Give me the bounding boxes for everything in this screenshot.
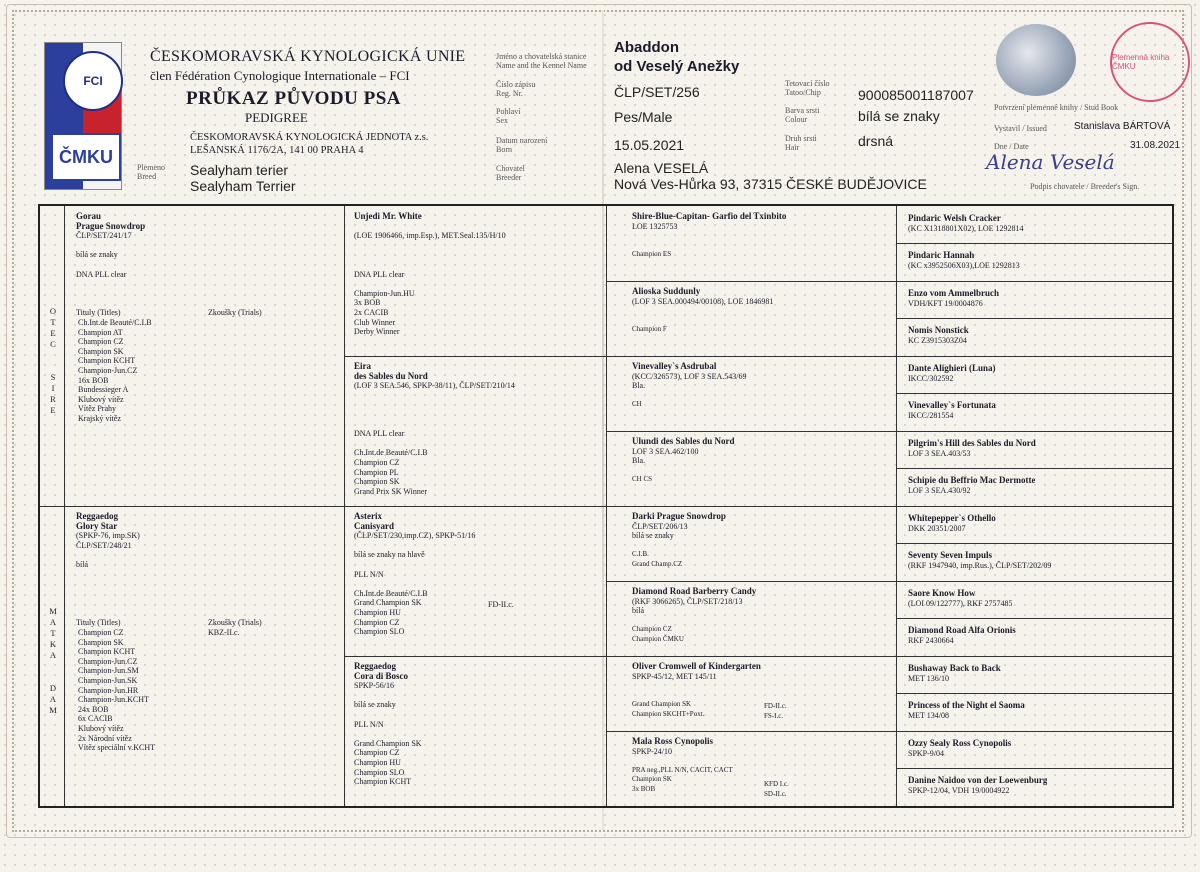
gen4-cell: Pilgrim's Hill des Sables du Nord LOF 3 SEA.403/53	[908, 439, 1036, 458]
sire-titles: Ch.Int.de Beauté/C.I.B Champion AT Champion CZ Champion SK Champion KCHT Champion-Jun.CZ 16x BOB Bundessieger A Klubový vítěz Vítěz Prahy Krajský vítěz	[78, 318, 152, 423]
kennel-name: od Veselý Anežky	[614, 58, 740, 75]
studbook-stamp: Plemenná kniha ČMKU	[1110, 22, 1190, 102]
club-address: LEŠANSKÁ 1176/2A, 141 00 PRAHA 4	[190, 145, 364, 156]
gen3-cell: Oliver Cromwell of Kindergarten SPKP-45/12, MET 145/11 Grand Champion SK Champion SKCHT+Poxt.	[632, 662, 761, 718]
gen4-cell: Whitepepper`s Othello DKK 20351/2007	[908, 514, 996, 533]
born-value: 15.05.2021	[614, 137, 685, 153]
gen3-cell: Darki Prague Snowdrop ČLP/SET/206/13 bílá se znaky C.I.B. Grand Champ.CZ	[632, 512, 726, 568]
colour-label: Barva srsti Colour	[785, 106, 820, 124]
gen3-cell: Vinevalley`s Asdrubal (KCC/326573), LOF 3 SEA.543/69 Bla. CH	[632, 362, 747, 409]
document-subtitle: PEDIGREE	[245, 110, 308, 125]
sex-value: Pes/Male	[614, 109, 673, 125]
gen3-cell: Alioska Suddunly (LOF 3 SEA.000494/00108), LOE 1846981 Champion F	[632, 287, 774, 334]
dog-name: Abaddon	[614, 39, 679, 56]
gen3-cell: Mala Ross Cynopolis SPKP-24/10 PRA neg.,PLL N/N, CACIT, CACT Champion SK 3x BOB	[632, 737, 733, 793]
name-label: Jméno a chovatelská stanice Name and the Kennel Name	[496, 52, 587, 70]
hair-label: Druh srsti Hair	[785, 134, 817, 152]
issue-date: 31.08.2021	[1130, 140, 1181, 151]
tattoo-label: Tetovací číslo Tatoo/Chip	[785, 79, 830, 97]
gen3-trials: KFD I.c. SD-II.c.	[764, 780, 789, 798]
gen4-cell: Vinevalley`s Fortunata IKCC/281554	[908, 401, 996, 420]
born-label: Datum narození Born	[496, 136, 548, 154]
gen2-trials: FD-II.c.	[488, 600, 514, 609]
studbook-label: Potvrzení plemenné knihy / Stud Book	[994, 103, 1119, 112]
gen3-cell: Shire-Blue-Capitan- Garfio del Txinbito LOE 1325753 Champion ES	[632, 212, 787, 259]
dam-titles-label: Tituly (Titles)	[76, 618, 121, 627]
sire-titles-label: Tituly (Titles)	[76, 308, 121, 317]
breed-en: Sealyham Terrier	[190, 178, 296, 194]
reg-number: ČLP/SET/256	[614, 84, 700, 100]
dam-trials-label: Zkoušky (Trials)	[208, 618, 262, 627]
gen4-cell: Pindaric Welsh Cracker (KC X1318801X02), LOE 1292814	[908, 214, 1024, 233]
gen3-cell: Ulundi des Sables du Nord LOF 3 SEA.462/100 Bla. CH CS	[632, 437, 735, 484]
hologram-icon	[996, 24, 1076, 96]
issued-by: Stanislava BÁRTOVÁ	[1074, 121, 1171, 132]
hair-value: drsná	[858, 133, 894, 149]
gen4-cell: Enzo vom Ammelbruch VDH/KFT 19/0004876	[908, 289, 999, 308]
sire-trials-label: Zkoušky (Trials)	[208, 308, 262, 317]
sire-cell: Gorau Prague Snowdrop ČLP/SET/241/17 bílá se znaky DNA PLL clear	[76, 212, 146, 279]
org-name: ČESKOMORAVSKÁ KYNOLOGICKÁ UNIE	[150, 48, 466, 65]
breeder-name: Alena VESELÁ	[614, 160, 709, 176]
dam-side-label: M A T K A D A M	[49, 606, 57, 715]
gen4-cell: Danine Naidoo von der Loewenburg SPKP-12/04, VDH 19/0004922	[908, 776, 1048, 795]
club-name: ČESKOMORAVSKÁ KYNOLOGICKÁ JEDNOTA z.s.	[190, 132, 429, 143]
gen4-cell: Pindaric Hannah (KC x3952506X03),LOE 1292813	[908, 251, 1020, 270]
gen4-cell: Princess of the Night el Saoma MET 134/08	[908, 701, 1025, 720]
reg-label: Číslo zápisu Reg. Nr.	[496, 80, 536, 98]
date-label: Dne / Date	[994, 142, 1029, 151]
org-membership: člen Fédération Cynologique Internationale – FCI	[150, 68, 410, 83]
issued-label: Vystavil / Issued	[994, 124, 1047, 133]
dam-titles: Champion CZ Champion SK Champion KCHT Champion-Jun.CZ Champion-Jun.SM Champion-Jun.SK Champion-Jun.HR Champion-Jun.KCHT 24x BOB 6x CACIB Klubový vítěz 2x Národní vítěz Vítěz speciální v.KCHT	[78, 628, 156, 753]
gen4-cell: Diamond Road Alfa Orionis RKF 2430664	[908, 626, 1016, 645]
breeder-address: Nová Ves-Hůrka 93, 37315 ČESKÉ BUDĚJOVICE	[614, 176, 927, 192]
gen3-trials: FD-II.c. FS-I.c.	[764, 702, 787, 720]
gen4-cell: Ozzy Sealy Ross Cynopolis SPKP-9/04	[908, 739, 1012, 758]
chip-value: 900085001187007	[858, 87, 974, 103]
gen2-cell: Unjedi Mr. White (LOE 1906466, imp.Esp.), MET.Seal.135/H/10 DNA PLL clear Champion-Jun.HU 3x BOB 2x CACIB Club Winner Derby Winner	[354, 212, 506, 337]
gen4-cell: Saore Know How (LOI 09/122777), RKF 2757485	[908, 589, 1013, 608]
dam-trials: KBZ-II.c.	[208, 628, 240, 637]
sex-label: Pohlaví Sex	[496, 107, 521, 125]
gen4-cell: Dante Alighieri (Luna) IKCC/302592	[908, 364, 996, 383]
gen2-cell: Reggaedog Cora di Bosco SPKP-56/16 bílá se znaky PLL N/N Grand Champion SK Champion CZ Champion HU Champion SLO Champion KCHT	[354, 662, 422, 787]
breeder-label: Chovatel Breeder	[496, 164, 525, 182]
gen2-cell: Eira des Sables du Nord (LOF 3 SEA.546, SPKP-38/11), ČLP/SET/210/14 DNA PLL clear Ch.Int.de Beauté/C.I.B Champion CZ Champion PL Champion SK Grand Prix SK Winner	[354, 362, 515, 496]
gen2-cell: Asterix Canisyard (ČLP/SET/230,imp.CZ), SPKP-51/16 bílá se znaky na hlavě PLL N/N Ch.Int.de Beauté/C.I.B Grand Champion SK Champion HU Champion CZ Champion SLO	[354, 512, 476, 637]
breeder-sign-label: Podpis chovatele / Breeder's Sign.	[1030, 182, 1140, 191]
fci-cmku-logo	[44, 42, 122, 190]
breed-cz: Sealyham terier	[190, 162, 289, 178]
breeder-signature: Alena Veselá	[986, 150, 1115, 174]
colour-value: bílá se znaky	[858, 108, 940, 124]
dam-cell: Reggaedog Glory Star (SPKP-76, imp.SK) ČLP/SET/248/21 bílá	[76, 512, 140, 569]
gen4-cell: Seventy Seven Impuls (RKF 1947940, imp.Rus.), ČLP/SET/202/09	[908, 551, 1052, 570]
gen4-cell: Nomis Nonstick KC Z3915303Z04	[908, 326, 969, 345]
breed-label: Plemeno Breed	[137, 163, 165, 181]
document-title: PRŮKAZ PŮVODU PSA	[186, 88, 402, 109]
gen3-cell: Diamond Road Barberry Candy (RKF 3066265), ČLP/SET/218/13 bílá Champion CZ Champion ČMKU	[632, 587, 757, 643]
sire-side-label: O T E C S I R E	[49, 306, 57, 415]
gen4-cell: Bushaway Back to Back MET 136/10	[908, 664, 1001, 683]
fci-logo-icon: FCI	[63, 51, 123, 111]
cmku-logo-icon: ČMKU	[51, 133, 121, 181]
pedigree-table	[38, 204, 1174, 808]
gen4-cell: Schipie du Beffrio Mac Dermotte LOF 3 SEA.430/92	[908, 476, 1036, 495]
